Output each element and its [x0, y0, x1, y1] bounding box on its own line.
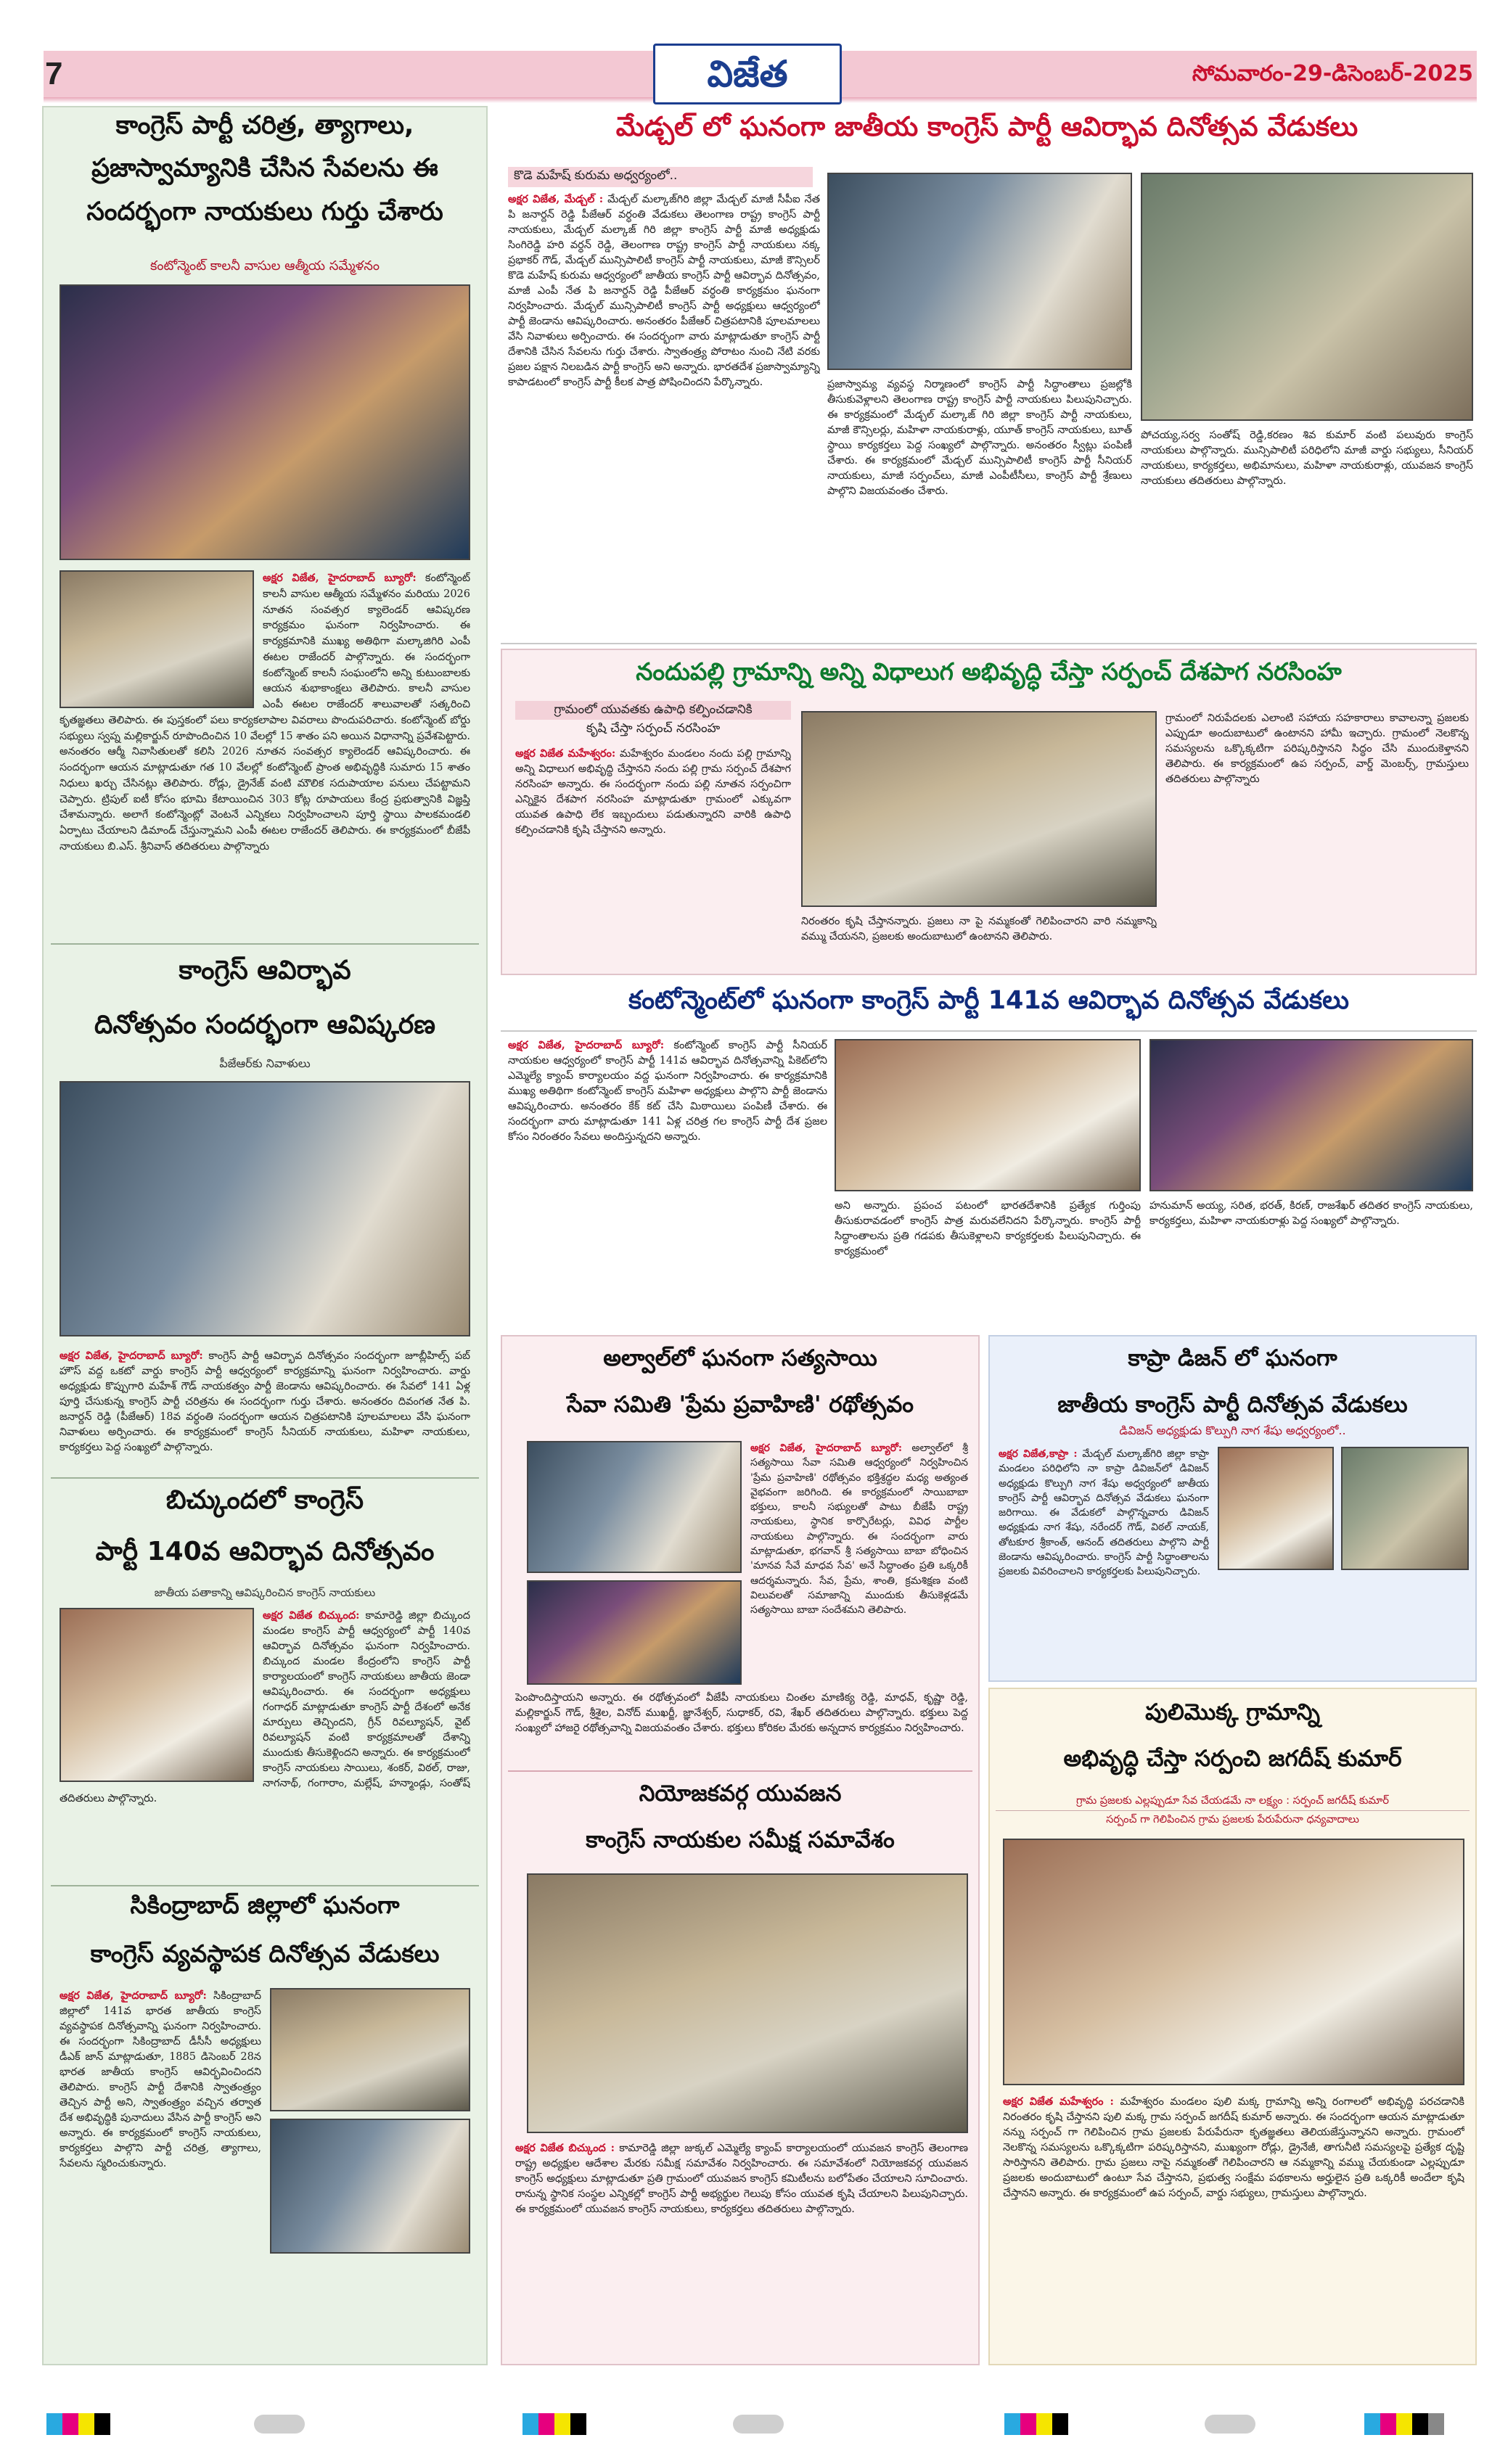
left-story3-body — [60, 1608, 470, 1878]
left-story2-body — [60, 1348, 470, 1471]
story5-photo-1 — [1218, 1447, 1334, 1570]
story6-photo — [527, 1873, 968, 2133]
body-text: మేడ్చల్ మల్కాజ్‌గిరి జిల్లా మేడ్చల్ మాజీ సీపీఐ నేత పి జనార్దన్ రెడ్డి పీజేఆర్ వర్ధంతి వేడుకలు తెలంగాణ రాష్ట్ర కాంగ్రెస్ పార్టీ నాయకులు, మేడ్చల్ మల్కాజ్ గిరి జిల్లా కాంగ్రెస్ పార్టీ మాజీ అధ్యక్షుడు సింగిరెడ్డి హరి వర్ధన్ రెడ్డి, తెలంగాణ రాష్ట్ర కాంగ్రెస్ పార్టీ నాయకులు నక్క ప్రభాకర్ గౌడ్, మేడ్చల్ మున్సిపాలిటీ కాంగ్రెస్ పార్టీ నాయకులు, మాజీ కౌన్సిలర్ కొడె మహేష్ కురుమ ఆధ్వర్యంలో జాతీయ కాంగ్రెస్ పార్టీ ఆవిర్భావ దినోత్సవం, మాజీ ఎంపీ నేత పి జనార్దన్ రెడ్డి పీజేఆర్ వర్ధంతి కార్యక్రమం ఘనంగా నిర్వహించారు. మేడ్చల్ మున్సిపాలిటీ కాంగ్రెస్ పార్టీ అధ్యక్షులు ఆధ్వర్యంలో పార్టీ జెండాను ఆవిష్కరించారు. అనంతరం పీజేఆర్ చిత్రపటానికి పూలమాలలు వేసి నివాళులు అర్పించారు. ఈ సందర్భంగా వారు మాట్లాడుతూ కాంగ్రెస్ పార్టీ దేశానికి చేసిన సేవలను గుర్తు చేశారు. స్వాతంత్ర్య పోరాటం నుంచి నేటి వరకు ప్రజల పక్షాన నిలబడిన పార్టీ కాంగ్రెస్ అని అన్నారు. భారతదేశ ప్రజాస్వామ్యాన్ని కాపాడటంలో కాంగ్రెస్ పార్టీ కీలక పాత్ర పోషించిందని పేర్కొన్నారు. — [508, 194, 820, 389]
registration-pill — [1205, 2415, 1255, 2434]
divider — [51, 1477, 479, 1479]
left-story2-photo — [60, 1081, 470, 1336]
headline-line: సేవా సమితి 'ప్రేమ ప్రవాహిణి' రథోత్సవం — [566, 1391, 914, 1418]
subhead-line: గ్రామ ప్రజలకు ఎల్లప్పుడూ సేవ చేయడమే నా లక్ష్యం : సర్పంచ్ జగదీష్ కుమార్ — [996, 1792, 1470, 1811]
body-text: కంటోన్మెంట్ కాలనీ వాసుల ఆత్మీయ సమ్మేళనం మరియు 2026 నూతన సంవత్సర క్యాలెండర్ ఆవిష్కరణ కార్యక్రమం ఘనంగా నిర్వహించారు. ఈ కార్యక్రమానికి ముఖ్య అతిథిగా మల్కాజిగిరి ఎంపీ ఈటల రాజేందర్ పాల్గొన్నారు. ఈ సందర్భంగా కంటోన్మెంట్ కాలనీ సంఘంలోని అన్ని కుటుంబాలకు ఆయన శుభాకాంక్షలు తెలిపారు. కాలనీ వాసుల ఎంపీ ఈటల రాజేందర్ శాలువాలతో సత్కరించి కృతజ్ఞతలు తెలిపారు. ఈ పుస్తకంలో పలు కార్యకలాపాల వివరాలు పొందుపరిచారు. కంటోన్మెంట్ బోర్డు సభ్యులు స్వప్న మల్లికార్జున్ రూపొందించిన 10 వేలల్లో 15 శాతం పని అయిన విధానాన్ని ప్రవేశపెట్టారు. అనంతరం ఆర్మీ నివాసితులతో కలిసి 2026 నూతన సంవత్సర క్యాలెండర్ ఆవిష్కరించారు. ఈ సందర్భంగా ఆయన మాట్లాడుతూ గత 10 వేలల్లో కంటోన్మెంట్ ప్రాంత అభివృద్ధికి సుమారు 15 శాతం నిధులు ఖర్చు చేసినట్లు తెలిపారు. రోడ్లు, డ్రైనేజ్ వంటి మౌలిక సదుపాయాల పనులు చేపట్టామని చెప్పారు. ట్రిపుల్ ఐటీ కోసం భూమి కేటాయించిన 303 కోట్ల రూపాయలు కేంద్ర ప్రభుత్వానికి విజ్ఞప్తి చేశామన్నారు. అలాగే కంటోన్మెంట్లో వెంటనే ఎన్నికలు నిర్వహించాలని పూర్తి స్థాయి పాలకమండలి ఏర్పాటు చేయాలని డిమాండ్ చేస్తున్నామని ఎంపీ ఈటల రాజేందర్ తెలిపారు. ఈ కార్యక్రమంలో బీజేపీ నాయకులు బి.ఎస్. శ్రీనివాస్ తదితరులు పాల్గొన్నారు — [60, 572, 470, 853]
byline: అక్షర విజేత, హైదరాబాద్ బ్యూరో: — [508, 1039, 665, 1051]
headline-line: కాంగ్రెస్ ఆవిర్భావ — [179, 956, 351, 985]
body-text: అల్వాల్‌లో శ్రీ సత్యసాయి సేవా సమితి ఆధ్వర్యంలో నిర్వహించిన 'ప్రేమ ప్రవాహిణి' రథోత్సవం భక్తిశ్రద్ధల మధ్య అత్యంత వైభవంగా జరిగింది. ఈ కార్యక్రమంలో సాయిబాబా భక్తులు, కాలనీ సభ్యులతో పాటు బీజేపీ రాష్ట్ర నాయకులు, స్థానిక కార్పొరేటర్లు, వివిధ పార్టీల నాయకులు పాల్గొన్నారు. ఈ సందర్భంగా వారు మాట్లాడుతూ, భగవాన్ శ్రీ సత్యసాయి బాబా బోధించిన 'మానవ సేవే మాధవ సేవ' అనే సిద్ధాంతం ప్రతి ఒక్కరికీ ఆదర్శమన్నారు. సేవ, ప్రేమ, శాంతి, క్రమశిక్షణ వంటి విలువలతో సమాజాన్ని ముందుకు తీసుకెళ్లడమే సత్యసాయి బాబా సందేశమని తెలిపారు. — [750, 1442, 968, 1617]
story7-photo — [1003, 1839, 1464, 2085]
story4-photo-1 — [527, 1441, 742, 1573]
byline: అక్షర విజేత మహేశ్వరం : — [1003, 2095, 1114, 2108]
body-text: సికింద్రాబాద్ జిల్లాలో 141వ భారత జాతీయ కాంగ్రెస్ వ్యవస్థాపక దినోత్సవాన్ని ఘనంగా నిర్వహించారు. ఈ సందర్భంగా సికింద్రాబాద్ డీసీసీ అధ్యక్షులు డీఎక్ జాన్ మాట్లాడుతూ, 1885 డిసెంబర్ 28న భారత జాతీయ కాంగ్రెస్ ఆవిర్భవించిందని తెలిపారు. కాంగ్రెస్ పార్టీ దేశానికి స్వాతంత్ర్యం తెచ్చిన పార్టీ అని, స్వాతంత్ర్యం వచ్చిన తర్వాత దేశ అభివృద్ధికి పునాదులు వేసిన పార్టీ కాంగ్రెస్ అని అన్నారు. ఈ కార్యక్రమంలో కాంగ్రెస్ నాయకులు, కార్యకర్తలు పాల్గొని పార్టీ చరిత్ర, త్యాగాలు, సేవలను స్మరించుకున్నారు. — [60, 1990, 261, 2170]
story5-subhead: డివిజన్ అధ్యక్షుడు కొల్పుగి నాగ శేషు అధ్వర్యంలో.. — [1119, 1424, 1346, 1437]
story5-photo-2 — [1341, 1447, 1469, 1570]
headline-line: సికింద్రాబాద్ జిల్లాలో ఘనంగా — [130, 1891, 400, 1919]
subhead-line: గ్రామంలో యువతకు ఉపాధి కల్పించడానికి — [515, 701, 791, 720]
byline: అక్షర విజేత,కాప్రా : — [999, 1448, 1078, 1460]
body-text: కామారెడ్డి జిల్లా జుక్కల్ ఎమ్మెల్యే క్యాంప్ కార్యాలయంలో యువజన కాంగ్రెస్ తెలంగాణ రాష్ట్ర అధ్యక్షుల ఆదేశాల మేరకు సమీక్ష సమావేశం నిర్వహించారు. ఈ సమావేశంలో నియోజకవర్గ యువజన కాంగ్రెస్ అధ్యక్షులు మాట్లాడుతూ ప్రతి గ్రామంలో యువజన కాంగ్రెస్ కమిటీలను బలోపేతం చేయాలని సూచించారు. రానున్న స్థానిక సంస్థల ఎన్నికల్లో కాంగ్రెస్ పార్టీ అభ్యర్థుల గెలుపు కోసం యువత కృషి చేయాలని పిలుపునిచ్చారు. ఈ కార్యక్రమంలో యువజన కాంగ్రెస్ నాయకులు, కార్యకర్తలు తదితరులు పాల్గొన్నారు. — [515, 2143, 968, 2216]
left-story1-subhead: కంటోన్మెంట్ కాలనీ వాసుల ఆత్మీయ సమ్మేళనం — [149, 258, 380, 274]
byline: అక్షర విజేత, హైదరాబాద్ బ్యూరో: — [263, 572, 417, 584]
story1-body-mid: ప్రజాస్వామ్య వ్యవస్థ నిర్మాణంలో కాంగ్రెస్ పార్టీ సిద్ధాంతాలు ప్రజల్లోకి తీసుకువెళ్లాలని తెలంగాణ రాష్ట్ర కాంగ్రెస్ పార్టీ నాయకులు పిలుపునిచ్చారు. ఈ కార్యక్రమంలో మేడ్చల్ మల్కాజ్ గిరి జిల్లా కాంగ్రెస్ పార్టీ నాయకులు, మాజీ కౌన్సిలర్లు, మహిళా నాయకురాళ్లు, యూత్ కాంగ్రెస్ నాయకులు, బూత్ స్థాయి కార్యకర్తలు పెద్ద సంఖ్యలో పాల్గొన్నారు. అనంతరం స్వీట్లు పంపిణీ చేశారు. ఈ కార్యక్రమంలో మేడ్చల్ మున్సిపాలిటీ కాంగ్రెస్ పార్టీ సీనియర్ నాయకులు, మాజీ సర్పంచ్‌లు, మాజీ ఎంపీటీసీలు, కాంగ్రెస్ పార్టీ శ్రేణులు పాల్గొని విజయవంతం చేశారు. — [827, 379, 1132, 498]
byline: అక్షర విజేత బిచ్కుంద: — [263, 1609, 360, 1622]
logo — [653, 44, 842, 104]
divider — [51, 1885, 479, 1886]
headline-line: అల్వాల్‌లో ఘనంగా సత్యసాయి — [603, 1345, 877, 1371]
story6-headline — [508, 1779, 972, 1856]
color-registration-bar — [1364, 2413, 1444, 2438]
story6-body — [515, 2140, 968, 2355]
story2-body-left — [515, 746, 791, 968]
body-text: కాంగ్రెస్ పార్టీ ఆవిర్భావ దినోత్సవం సందర్భంగా జూబ్లీహిల్స్ పబ్ హౌస్ వద్ద ఒకటో వార్డు కాంగ్రెస్ పార్టీ ఆధ్వర్యంలో కార్యక్రమాన్ని ఘనంగా నిర్వహించారు. వార్డు అధ్యక్షుడు కొప్పుగారి మహేశ్ గౌడ్ నాయకత్వం పార్టీ జెండాను ఆవిష్కరించారు. ఈ సేవలో 141 ఏళ్ల పూర్తి చేసుకున్న కాంగ్రెస్ పార్టీ చరిత్రను ఈ సందర్భంగా గుర్తు చేశారు. అనంతరం దివంగత నేత పి. జనార్దన్ రెడ్డి (పీజేఆర్) 18వ వర్ధంతి సందర్భంగా ఆయన చిత్రపటానికి పూలమాలలు వేసి ఘనంగా నివాళులు అర్పించారు. ఈ కార్యక్రమంలో కాంగ్రెస్ సీనియర్ నాయకులు, మహిళా నాయకులు, కార్యకర్తలు పెద్ద సంఖ్యలో పాల్గొన్నారు. — [60, 1350, 470, 1454]
color-registration-bar — [46, 2413, 110, 2438]
story1-headline: మేడ్చల్ లో ఘనంగా జాతీయ కాంగ్రెస్ పార్టీ ఆవిర్భావ దినోత్సవ వేడుకలు — [615, 111, 1358, 142]
headline-line: పులిమొక్క గ్రామాన్ని — [1145, 1699, 1320, 1725]
color-registration-bar — [1004, 2413, 1068, 2438]
story1-photo-1 — [827, 173, 1132, 370]
story7-subhead — [996, 1792, 1470, 1828]
story4-photo-2 — [527, 1580, 742, 1685]
story3-body-mid: అని అన్నారు. ప్రపంచ పటంలో భారతదేశానికి ప్రత్యేక గుర్తింపు తీసుకురావడంలో కాంగ్రెస్ పాత్ర మరువలేనిదని పేర్కొన్నారు. కాంగ్రెస్ పార్టీ సిద్ధాంతాలను ప్రతి గడపకు తీసుకెళ్లాలని కార్యకర్తలకు పిలుపునిచ్చారు. ఈ కార్యక్రమంలో — [835, 1200, 1141, 1258]
left-story2-subhead: పీజేఆర్‌కు నివాళులు — [219, 1056, 311, 1070]
divider — [501, 643, 1477, 644]
registration-pill — [254, 2415, 305, 2434]
headline-line: కాంగ్రెస్ పార్టీ చరిత్ర, త్యాగాలు, — [115, 111, 414, 140]
story2-photo — [801, 711, 1157, 907]
page-number: 7 — [45, 56, 63, 91]
story3-photo-1 — [835, 1039, 1141, 1191]
divider — [501, 1030, 1477, 1032]
headline-line: దినోత్సవం సందర్భంగా ఆవిష్కరణ — [94, 1009, 435, 1040]
left-story4-body — [60, 1988, 470, 2351]
left-story1-headline — [51, 109, 479, 229]
byline: అక్షర విజేత, మేడ్చల్ : — [508, 193, 604, 205]
story3-photo-2 — [1149, 1039, 1473, 1191]
story1-subhead: కొడె మహేష్ కురుమ అధ్వర్యంలో.. — [508, 167, 813, 187]
story4-body-bottom: పెంపొందిస్తాయని అన్నారు. ఈ రథోత్సవంలో వీజేపీ నాయకులు చింతల మాణిక్య రెడ్డి, మాధవ్, కృష్ణా రెడ్డి, మల్లికార్జున్ గౌడ్, శ్రీశైల, వినోద్ ముఖర్జీ, జ్ఞానేశ్వర్, సుధాకర్, రవి, శేఖర్ తదితరులు పాల్గొన్నారు. భక్తులు పెద్ద సంఖ్యలో హాజరై రథోత్సవాన్ని విజయవంతం చేశారు. భక్తులు కోరికల మేరకు అన్నదాన కార్యక్రమం నిర్వహించారు. — [515, 1692, 968, 1735]
color-registration-bar — [522, 2413, 586, 2438]
byline: అక్షర విజేత, హైదరాబాద్ బ్యూరో: — [60, 1989, 207, 2002]
body-text: మహేశ్వరం మండలం పులి మక్క గ్రామాన్ని అన్ని రంగాలలో అభివృద్ధి పరచడానికి నిరంతరం కృషి చేస్తానని పులి మక్క గ్రామ సర్పంచ్ జగదీష్ కుమార్ అన్నారు. ఈ సందర్భంగా ఆయన మాట్లాడుతూ నన్ను సర్పంచ్ గా గెలిపించిన గ్రామ ప్రజలకు పేరుపేరునా కృతజ్ఞతలు తెలియజేస్తున్నానని అన్నారు. గ్రామంలో నెలకొన్న సమస్యలను ఒక్కొక్కటిగా పరిష్కరిస్తానని, ముఖ్యంగా రోడ్లు, డ్రైనేజీ, తాగునీటి సమస్యలపై ప్రత్యేక దృష్టి సారిస్తానని తెలిపారు. గ్రామ ప్రజలు నాపై నమ్మకంతో గెలిపించారని ఆ నమ్మకాన్ని వమ్ము చేయకుండా ఎల్లప్పుడూ ప్రజలకు అందుబాటులో ఉంటూ సేవ చేస్తానని, ప్రభుత్వ సంక్షేమ పథకాలను అర్హులైన ప్రతి ఒక్కరికీ అందేలా కృషి చేస్తానని అన్నారు. ఈ కార్యక్రమంలో ఉప సర్పంచ్, వార్డు సభ్యులు, గ్రామస్తులు పాల్గొన్నారు. — [1003, 2096, 1464, 2200]
headline-line: నియోజకవర్గ యువజన — [639, 1781, 842, 1807]
byline: అక్షర విజేత బిచ్కుంద : — [515, 2142, 615, 2154]
body-text: కామారెడ్డి జిల్లా బిచ్కుంద మండల కాంగ్రెస్ పార్టీ ఆధ్వర్యంలో పార్టీ 140వ ఆవిర్భావ దినోత్సవం ఘనంగా నిర్వహించారు. బిచ్కుంద మండల కేంద్రంలోని కాంగ్రెస్ పార్టీ కార్యాలయంలో కాంగ్రెస్ నాయకులు జాతీయ జెండా ఆవిష్కరించారు. ఈ సందర్భంగా అధ్యక్షులు గంగాధర్ మాట్లాడుతూ కాంగ్రెస్ పార్టీ దేశంలో అనేక మార్పులు తెచ్చిందని, గ్రీన్ రివల్యూషన్, వైట్ రివల్యూషన్ వంటి కార్యక్రమాలతో దేశాన్ని ముందుకు తీసుకెళ్లిందని అన్నారు. ఈ కార్యక్రమంలో కాంగ్రెస్ నాయకులు సాయిలు, శంకర్, విఠల్, రాజు, నాగనాథ్, గంగారాం, మల్లేష్, హన్మాండ్లు, సంతోష్ తదితరులు పాల్గొన్నారు. — [60, 1610, 470, 1805]
headline-line: ప్రజాస్వామ్యానికి చేసిన సేవలను ఈ — [91, 154, 438, 184]
headline-line: అభివృద్ధి చేస్తా సర్పంచి జగదీష్ కుమార్ — [1063, 1745, 1402, 1772]
story2-body-mid: నిరంతరం కృషి చేస్తానన్నారు. ప్రజలు నా పై నమ్మకంతో గెలిపించారని వారి నమ్మకాన్ని వమ్ము చేయనని, ప్రజలకు అందుబాటులో ఉంటానని తెలిపారు. — [801, 916, 1157, 943]
headline-line: కాంగ్రెస్ వ్యవస్థాపక దినోత్సవ వేడుకలు — [90, 1939, 440, 1968]
byline: అక్షర విజేత, హైదరాబాద్ బ్యూరో: — [750, 1442, 903, 1454]
subhead-line: కృషి చేస్తా సర్పంచ్ నరసింహ — [586, 720, 721, 736]
headline-line: కాంగ్రెస్ నాయకుల సమీక్ష సమావేశం — [586, 1826, 895, 1853]
story3-body-left — [508, 1038, 827, 1329]
body-text: మేడ్చల్ మల్కాజ్‌గిరి జిల్లా కాప్రా మండలం పరిధిలోని నా కాప్రా డివిజన్‌లో డివిజన్ అధ్యక్షుడు కొల్పుగి నాగ శేషు అధ్వర్యంలో జాతీయ కాంగ్రెస్ పార్టీ ఆవిర్భావ దినోత్సవ వేడుకలు ఘనంగా జరిగాయి. ఈ వేడుకలో పాల్గొన్నవారు డివిజన్ అధ్యక్షుడు నాగ శేషు, నరేందర్ గౌడ్, విఠల్ నాయక్, తోటకూర శ్రీకాంత్, ఆనంద్ తదితరులు పాల్గొని పార్టీ జెండాను ఆవిష్కరించారు. కాంగ్రెస్ పార్టీ సిద్ధాంతాలను ప్రజలకు వివరించాలని కార్యకర్తలకు పిలుపునిచ్చారు. — [999, 1448, 1209, 1578]
story2-subhead — [515, 701, 791, 738]
subhead-line: సర్పంచ్ గా గెలిపించిన గ్రామ ప్రజలకు పేరుపేరునా ధన్యవాదాలు — [1106, 1813, 1359, 1826]
story3-body-right: హనుమాన్ అయ్య, సరిత, భరత్, కిరణ్, రాజశేఖర్ తదితర కాంగ్రెస్ నాయకులు, కార్యకర్తలు, మహిళా నాయకురాళ్లు పెద్ద సంఖ్యలో పాల్గొన్నారు. — [1149, 1200, 1473, 1228]
story2-body-right: గ్రామంలో నిరుపేదలకు ఎలాంటి సహాయ సహకారాలు కావాలన్నా ప్రజలకు ఎప్పుడూ అందుబాటులో ఉంటానని హామీ ఇచ్చారు. గ్రామంలో నెలకొన్న సమస్యలను ఒక్కొక్కటిగా పరిష్కరిస్తానని సిద్ధం చేసి ముందుకెళ్తానని తెలిపారు. ఈ కార్యక్రమంలో ఉప సర్పంచ్, వార్డ్ మెంబర్స్, గ్రామస్తులు తదితరులు పాల్గొన్నారు — [1165, 712, 1469, 786]
left-story1-photo — [60, 284, 470, 560]
story5-body — [999, 1447, 1209, 1675]
story5-headline — [996, 1344, 1470, 1421]
body-text: మహేశ్వరం మండలం నందు పల్లి గ్రామాన్ని అన్ని విధాలుగ అభివృద్ధి చేస్తానని నందు పల్లి గ్రామ సర్పంచ్ దేశపాగ నరసింహ అన్నారు. ఈ సందర్భంగా నందు పల్లి నూతన సర్పంచిగా ఎన్నికైన దేశపాగ నరసింహ మాట్లాడుతూ గ్రామంలో ఎక్కువగా యువత ఉపాధి లేక ఇబ్బందులు పడుతున్నారని వారికి ఉపాధి కల్పించడానికి కృషి చేస్తానని అన్నారు. — [515, 748, 791, 837]
registration-pill — [733, 2415, 784, 2434]
header-date: సోమవారం-29-డిసెంబర్-2025 — [1192, 61, 1473, 86]
headline-line: కాప్రా డిజన్ లో ఘనంగా — [1128, 1345, 1337, 1371]
story2-headline: నందుపల్లి గ్రామాన్ని అన్ని విధాలుగ అభివృద్ధి చేస్తా సర్పంచ్ దేశపాగ నరసింహ — [636, 657, 1342, 686]
story1-body-left — [508, 192, 820, 636]
story7-body — [1003, 2094, 1464, 2357]
headline-line: పార్టీ 140వ ఆవిర్భావ దినోత్సవం — [95, 1536, 435, 1566]
body-text: కంటోన్మెంట్ కాంగ్రెస్ పార్టీ సీనియర్ నాయకుల ఆధ్వర్యంలో కాంగ్రెస్ పార్టీ 141వ ఆవిర్భావ దినోత్సవాన్ని పికెట్‌లోని ఎమ్మెల్యే క్యాంప్ కార్యాలయం వద్ద ఘనంగా నిర్వహించారు. ఈ కార్యక్రమానికి ముఖ్య అతిథిగా కంటోన్మెంట్ కాంగ్రెస్ మహిళా అధ్యక్షులు పాల్గొని పార్టీ జెండాను ఆవిష్కరించారు. అనంతరం కేక్ కట్ చేసి మిఠాయిలు పంపిణీ చేశారు. ఈ సందర్భంగా వారు మాట్లాడుతూ 141 ఏళ్ల చరిత్ర గల కాంగ్రెస్ పార్టీ దేశ ప్రజల కోసం నిరంతరం సేవలు అందిస్తున్నదని అన్నారు. — [508, 1040, 827, 1143]
story4-headline — [508, 1344, 972, 1421]
headline-line: సందర్భంగా నాయకులు గుర్తు చేశారు — [86, 197, 443, 226]
story3-headline: కంటోన్మెంట్‌లో ఘనంగా కాంగ్రెస్ పార్టీ 141వ ఆవిర్భావ దినోత్సవ వేడుకలు — [628, 986, 1350, 1015]
byline: అక్షర విజేత, హైదరాబాద్ బ్యూరో: — [60, 1350, 203, 1362]
story4-body-side — [750, 1441, 968, 1685]
divider — [508, 1770, 972, 1772]
left-story2-headline — [51, 953, 479, 1043]
story7-headline — [996, 1698, 1470, 1775]
headline-line: బిచ్కుందలో కాంగ్రెస్ — [165, 1485, 364, 1515]
byline: అక్షర విజేత మహేశ్వరం: — [515, 747, 616, 760]
divider — [51, 943, 479, 945]
left-story3-headline — [51, 1483, 479, 1569]
logo-text: విజేత — [707, 53, 788, 95]
left-story3-subhead: జాతీయ పతాకాన్ని ఆవిష్కరించిన కాంగ్రెస్ నాయకులు — [154, 1586, 376, 1599]
left-story4-headline — [51, 1889, 479, 1970]
story1-photo-2 — [1141, 173, 1473, 421]
headline-line: జాతీయ కాంగ్రెస్ పార్టీ దినోత్సవ వేడుకలు — [1057, 1391, 1408, 1418]
story1-body-right: పోచయ్య,సర్వ సంతోష్ రెడ్డి,కరణం శివ కుమార్ వంటి పలువురు కాంగ్రెస్ నాయకులు పాల్గొన్నారు. మున్సిపాలిటీ పరిధిలోని మాజీ వార్డు సభ్యులు, సీనియర్ నాయకులు, కార్యకర్తలు, అభిమానులు, మహిళా నాయకురాళ్లు, యువజన కాంగ్రెస్ నాయకులు తదితరులు పాల్గొన్నారు. — [1141, 430, 1473, 488]
